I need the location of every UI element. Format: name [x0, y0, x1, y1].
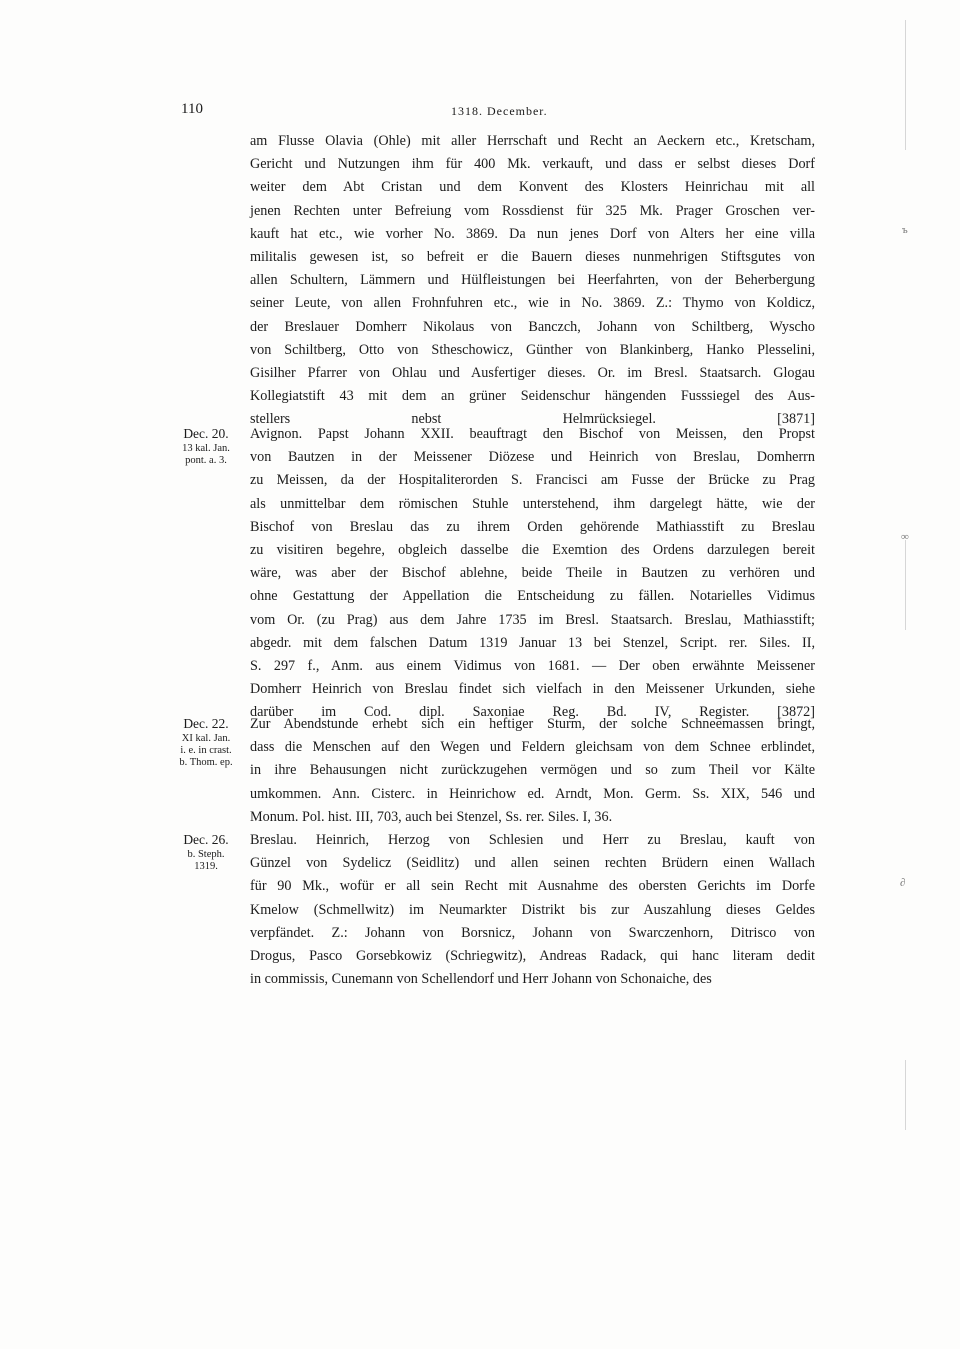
text-line: Gericht und Nutzungen ihm für 400 Mk. verkauft, und dass er selbst dieses Dorf [250, 156, 815, 173]
scan-edge-line [905, 1060, 906, 1130]
scan-blot: ъ [902, 224, 908, 236]
text-line: am Flusse Olavia (Ohle) mit aller Herrschaft und Recht an Aeckern etc., Kretscham, [250, 133, 815, 149]
text-line: weiter dem Abt Cristan und dem Konvent des Klosters Heinrichau mit all [250, 179, 815, 196]
text-line: von Bautzen in der Meissener Diözese und Heinrich von Breslau, Domherrn [250, 449, 815, 466]
page-number: 110 [181, 101, 203, 117]
text-line: darüber im Cod. dipl. Saxoniae Reg. Bd. IV, Register. [3872] [250, 704, 815, 721]
text-line: zu Meissen, da der Hospitaliterorden S. Francisci am Fusse der Brücke zu Prag [250, 472, 815, 489]
text-line: in commissis, Cunemann von Schellendorf und Herr Johann von Schonaiche, des [250, 971, 712, 988]
text-line: abgedr. mit dem falschen Datum 1319 Januar 13 bei Stenzel, Script. rer. Siles. II, [250, 634, 815, 651]
text-line: Günzel von Sydelicz (Seidlitz) und allen seinen rechten Brüdern einen Wallach [250, 855, 815, 872]
margin-note-line: 13 kal. Jan. [182, 443, 230, 454]
text-line: Domherr Heinrich von Breslau findet sich vielfach in den Meissener Urkunden, siehe [250, 681, 815, 698]
margin-date: Dec. 22. [183, 716, 229, 731]
text-line: Bischof von Breslau das zu ihrem Orden gehörende Mathiasstift zu Breslau [250, 518, 815, 535]
text-line: Kollegiatstift 43 mit dem an grüner Seidenschur hängenden Fusssiegel des Aus- [250, 388, 815, 405]
margin-note-line: XI kal. Jan. [181, 733, 231, 744]
scan-blot: ∞ [901, 531, 909, 543]
margin-date-note [170, 425, 242, 467]
text-line: allen Schultern, Lämmern und Hülfleistungen bei Heerfahrten, von der Beherbergung [250, 272, 815, 289]
text-line: als unmittelbar dem römischen Stuhle unterstehend, ihm dargelegt hätte, wie der [250, 495, 815, 512]
scan-blot: ∂ [900, 877, 906, 889]
margin-date: Dec. 20. [183, 426, 229, 441]
text-line: dass die Menschen auf den Wegen und Feldern gleichsam von dem Schnee erblindet, [250, 739, 815, 756]
margin-note-line: b. Steph. [187, 849, 225, 860]
margin-date-note [170, 831, 242, 873]
text-line: verpfändet. Z.: Johann von Borsnicz, Johann von Swarczenhorn, Ditrisco von [250, 924, 815, 941]
text-line: Kmelow (Schmellwitz) im Neumarkter Distrikt bis zur Auszahlung dieses Geldes [250, 901, 815, 918]
text-line: Drogus, Pasco Gorsebkowiz (Schriegwitz), Andreas Radack, qui hanc literam dedit [250, 948, 815, 964]
margin-note-line: b. Thom. ep. [179, 757, 233, 768]
text-line: Gisilher Pfarrer von Ohlau und Ausfertiger dieses. Or. im Bresl. Staatsarch. Glogau [250, 365, 815, 381]
text-line: seiner Leute, von allen Frohnfuhren etc., wie in No. 3869. Z.: Thymo von Koldicz, [250, 295, 815, 312]
text-line: Monum. Pol. hist. III, 703, auch bei Stenzel, Ss. rer. Siles. I, 36. [250, 808, 613, 825]
text-line: der Breslauer Domherr Nikolaus von Banczch, Johann von Schiltberg, Wyscho [250, 318, 815, 335]
text-line: von Schiltberg, Otto von Stheschowicz, Günther von Blankinberg, Hanko Plesselini, [250, 341, 815, 358]
text-line: Avignon. Papst Johann XXII. beauftragt den Bischof von Meissen, den Propst [250, 426, 815, 442]
margin-note-line: pont. a. 3. [185, 455, 227, 466]
margin-note-line: 1319. [194, 861, 218, 872]
text-line: wäre, was aber der Bischof ablehne, beide Theile in Bautzen zu verhören und [250, 565, 815, 582]
text-line: ohne Gestattung der Appellation die Entscheidung zu fällen. Notarielles Vidimus [250, 588, 815, 605]
text-line: vom Or. (zu Prag) aus dem Jahre 1735 im Bresl. Staatsarch. Breslau, Mathiasstift; [250, 611, 815, 628]
text-line: militalis gewesen ist, so befreit er die Bauern dieses nunmehrigen Stiftsgutes von [250, 249, 815, 265]
text-line: kauft hat etc., wie vorher No. 3869. Da nun jenes Dorf von Alters her eine villa [250, 225, 815, 242]
text-line: stellers nebst Helmrücksiegel. [3871] [250, 411, 815, 428]
text-line: in ihre Behausungen nicht zurückzugehen vermögen und so zum Theil vor Kälte [250, 762, 815, 779]
text-line: S. 297 f., Anm. aus einem Vidimus von 1681. — Der oben erwähnte Meissener [250, 658, 815, 674]
text-line: umkommen. Ann. Cisterc. in Heinrichow ed. Arndt, Mon. Germ. Ss. XIX, 546 und [250, 785, 815, 802]
text-line: jenen Rechten unter Befreiung vom Rossdienst für 325 Mk. Prager Groschen ver- [250, 202, 815, 219]
text-line: zu visitiren begehre, obgleich dasselbe die Exemtion des Ordens darzulegen bereit [250, 542, 815, 558]
scan-edge-line [905, 20, 906, 150]
text-line: Breslau. Heinrich, Herzog von Schlesien und Herr zu Breslau, kauft von [250, 832, 815, 848]
margin-note-line: i. e. in crast. [180, 745, 232, 756]
text-line: Zur Abendstunde erhebt sich ein heftiger Sturm, der solche Schneemassen bringt, [250, 716, 815, 732]
scan-edge-line [905, 540, 906, 630]
running-head: 1318. December. [451, 104, 548, 118]
margin-date-note [170, 715, 242, 769]
text-line: für 90 Mk., wofür er all sein Recht mit Ausnahme des obersten Gerichts im Dorfe [250, 878, 815, 895]
margin-date: Dec. 26. [183, 832, 229, 847]
